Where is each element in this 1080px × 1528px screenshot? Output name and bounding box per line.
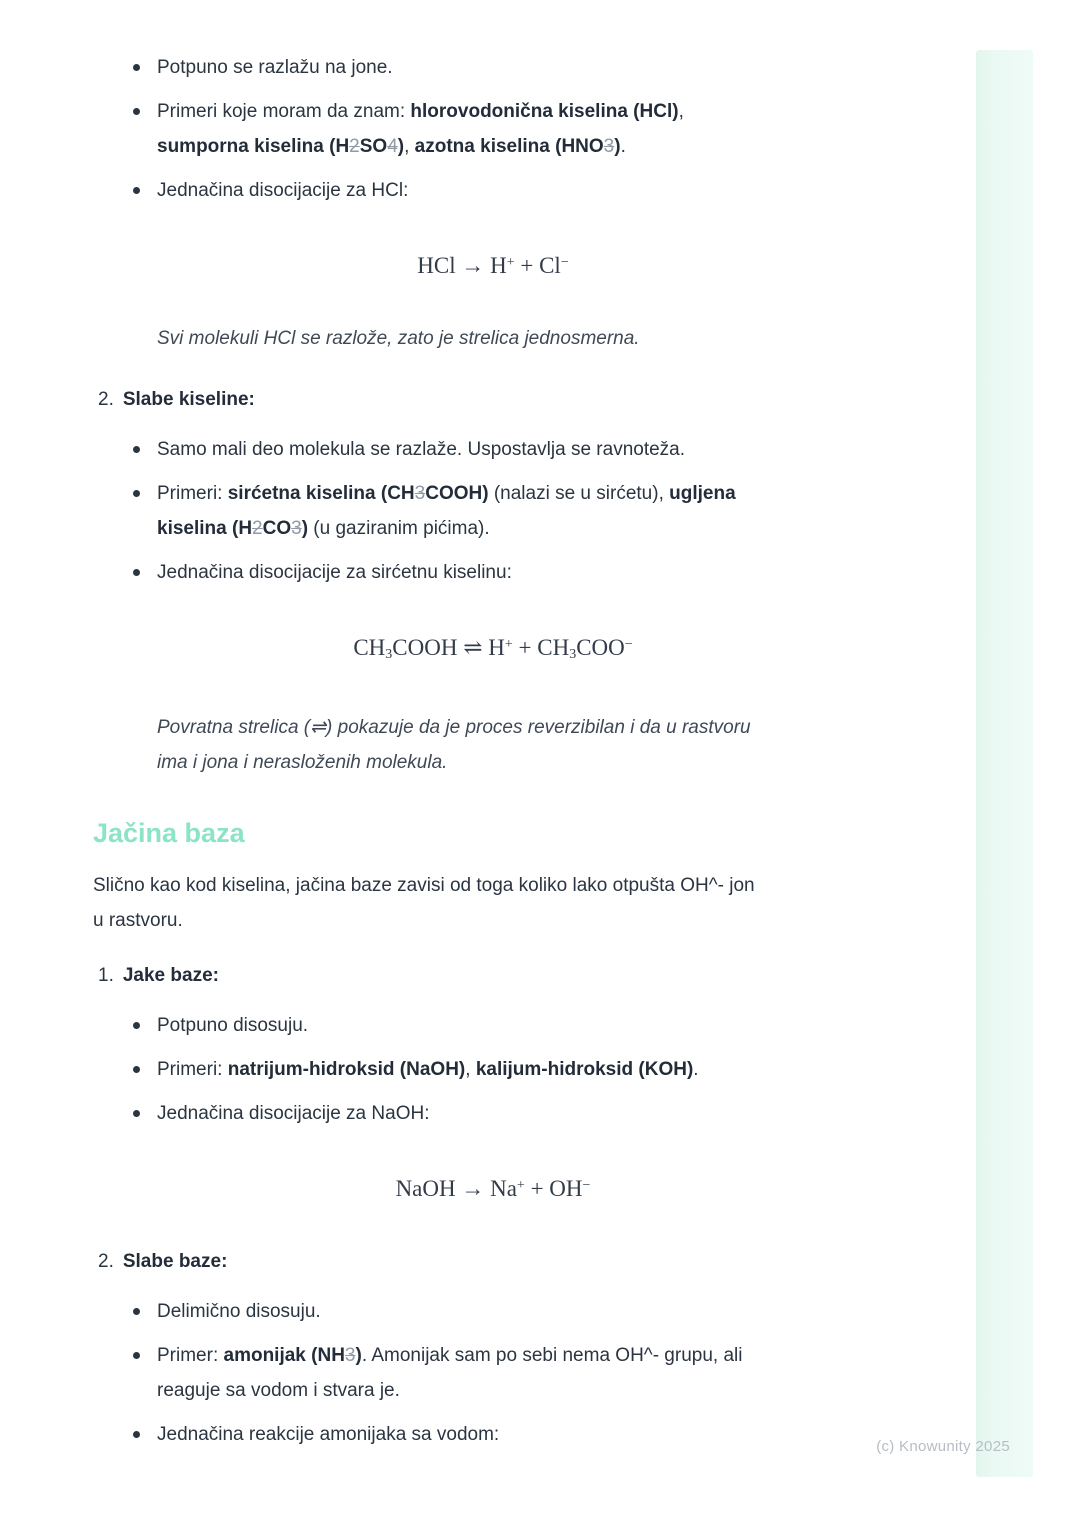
item-label: Slabe kiseline: (122, 389, 255, 410)
bold-text: sirćetna kiselina (CH (227, 483, 415, 504)
naoh-dissociation-equation (157, 1161, 829, 1214)
text-run: u rastvoru. (93, 910, 183, 931)
bold-text: CO (262, 518, 292, 539)
bullet-item (93, 432, 873, 467)
numbered-item (98, 958, 873, 993)
formula-text: COOH ⇌ H (392, 635, 505, 660)
text-run: Primeri: (157, 1059, 228, 1080)
text-run: . (620, 136, 626, 157)
text-run: . Amonijak sam po sebi nema OH^- grupu, ali (361, 1345, 743, 1366)
text-run: reaguje sa vodom i stvara je. (157, 1380, 400, 1401)
formula-text: COO (576, 635, 625, 660)
struck-subscript-digit: 3 (603, 136, 615, 157)
item-number: 2. (98, 389, 114, 410)
subscript: 3 (569, 647, 577, 662)
bullet-item (93, 476, 873, 546)
formula-text: NaOH → Na (395, 1176, 517, 1201)
text-run: Svi molekuli HCl se razlože, zato je strelica jednosmerna. (157, 328, 640, 349)
bold-text: ) (355, 1345, 362, 1366)
numbered-item (98, 382, 873, 417)
text-run: (u gaziranim pićima). (308, 518, 490, 539)
italic-note (157, 710, 873, 780)
bold-text: amonijak (NH (223, 1345, 345, 1366)
bullet-item (93, 173, 873, 208)
text-run: (nalazi se u sirćetu), (488, 483, 670, 504)
text-run: Potpuno disosuju. (157, 1015, 309, 1036)
superscript: − (560, 255, 569, 270)
struck-subscript-digit: 3 (344, 1345, 356, 1366)
formula-text: HCl → H (417, 253, 507, 278)
text-run: . (693, 1059, 699, 1080)
formula-text: + CH (512, 635, 570, 660)
numbered-item (98, 1244, 873, 1279)
item-number: 2. (98, 1251, 114, 1272)
bullet-item (93, 1008, 873, 1043)
item-label: Slabe baze: (122, 1251, 228, 1272)
acetic-acid-equilibrium-equation (157, 620, 829, 680)
struck-subscript-digit: 2 (349, 136, 360, 157)
item-label: Jake baze: (122, 965, 219, 986)
bullet-item (93, 1338, 873, 1408)
bold-text: ugljena (669, 483, 736, 504)
bold-text: azotna kiselina (HNO (414, 136, 604, 157)
text-run: , (678, 101, 684, 122)
superscript: − (624, 637, 633, 652)
bold-text: natrijum-hidroksid (NaOH) (227, 1059, 466, 1080)
bullet-item (93, 1096, 873, 1131)
text-run: ima i jona i nerasloženih molekula. (157, 752, 448, 773)
bold-text: kalijum-hidroksid (KOH) (475, 1059, 694, 1080)
superscript: + (516, 1178, 525, 1193)
text-run: Jednačina disocijacije za HCl: (157, 180, 409, 201)
subscript: 3 (385, 647, 393, 662)
text-run: Samo mali deo molekula se razlaže. Uspostavlja se ravnoteža. (157, 439, 686, 460)
document-content (93, 50, 873, 1461)
bullet-item (93, 1052, 873, 1087)
formula-text: CH (353, 635, 386, 660)
bold-text: ) (301, 518, 309, 539)
text-run: , (465, 1059, 476, 1080)
bullet-item (93, 555, 873, 590)
bold-text: SO (359, 136, 388, 157)
bullet-item (93, 1417, 873, 1452)
item-number: 1. (98, 965, 114, 986)
bold-text: sumporna kiselina (H (157, 136, 350, 157)
text-run: Jednačina reakcije amonijaka sa vodom: (157, 1424, 500, 1445)
italic-note (157, 321, 873, 356)
bullet-item (93, 1294, 873, 1329)
bold-text: ) (397, 136, 405, 157)
struck-subscript-digit: 3 (291, 518, 302, 539)
paragraph (93, 868, 873, 938)
text-run: , (404, 136, 415, 157)
superscript: + (504, 637, 513, 652)
text-run: Potpuno se razlažu na jone. (157, 57, 393, 78)
formula-text: + OH (524, 1176, 583, 1201)
superscript: + (506, 255, 515, 270)
struck-subscript-digit: 2 (252, 518, 263, 539)
text-run: Primeri: (157, 483, 228, 504)
superscript: − (582, 1178, 591, 1193)
page-edge-highlight (976, 50, 1033, 1477)
formula-text: + Cl (514, 253, 561, 278)
bullet-item (93, 94, 873, 164)
text-run: Jednačina disocijacije za NaOH: (157, 1103, 430, 1124)
copyright-footer: (c) Knowunity 2025 (876, 1438, 1010, 1455)
struck-subscript-digit: 3 (414, 483, 426, 504)
bold-text: kiselina (H (157, 518, 253, 539)
section-heading: Jačina baza (93, 818, 245, 848)
bullet-item (93, 50, 873, 85)
bold-text: ) (614, 136, 621, 157)
text-run: Delimično disosuju. (157, 1301, 321, 1322)
struck-subscript-digit: 4 (387, 136, 398, 157)
text-run: Jednačina disocijacije za sirćetnu kiselinu: (157, 562, 512, 583)
hcl-dissociation-equation (157, 238, 829, 291)
text-run: Primer: (157, 1345, 224, 1366)
text-run: Povratna strelica (⇌) pokazuje da je proces reverzibilan i da u rastvoru (157, 717, 751, 738)
text-run: Primeri koje moram da znam: (157, 101, 411, 122)
bold-text: hlorovodonična kiselina (HCl) (410, 101, 679, 122)
bold-text: COOH) (425, 483, 489, 504)
text-run: Slično kao kod kiselina, jačina baze zavisi od toga koliko lako otpušta OH^- jon (93, 875, 755, 896)
